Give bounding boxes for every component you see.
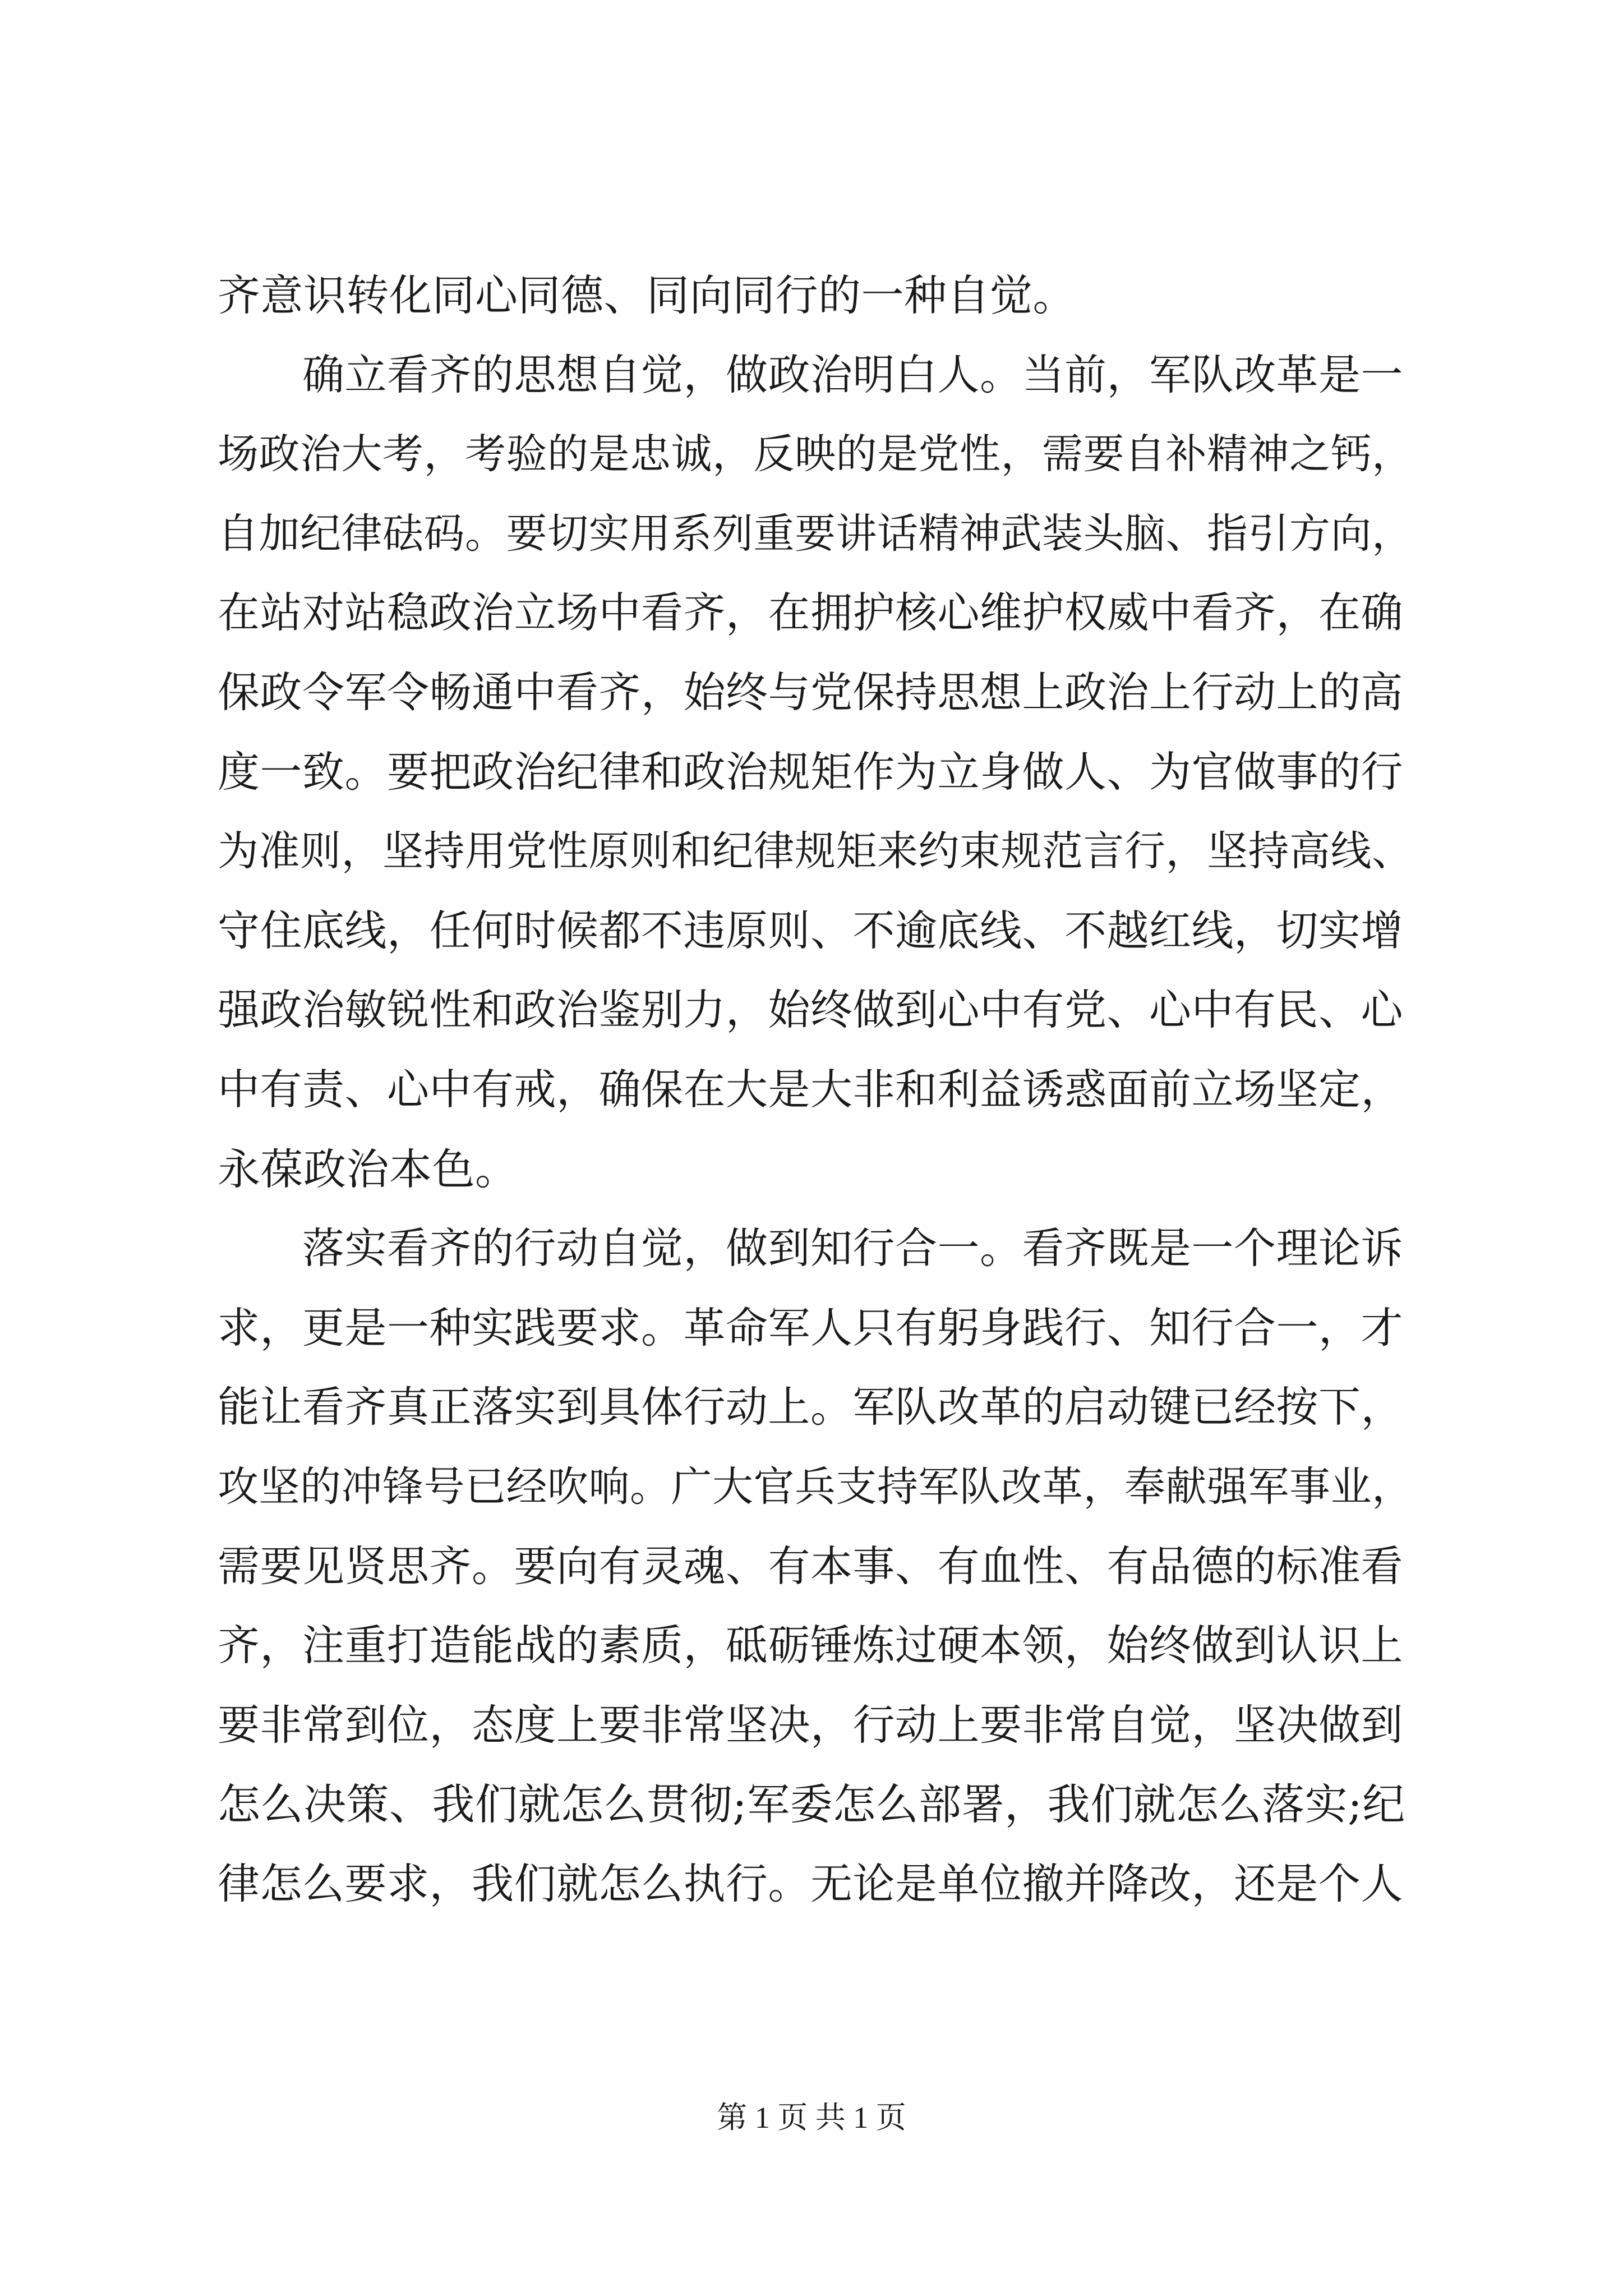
text-line: 能让看齐真正落实到具体行动上。军队改革的启动键已经按下， [218, 1382, 1404, 1432]
text-line: 需要见贤思齐。要向有灵魂、有本事、有血性、有品德的标准看 [218, 1541, 1404, 1591]
text-line: 为准则，坚持用党性原则和纪律规矩来约束规范言行，坚持高线、 [218, 827, 1413, 876]
text-line: 强政治敏锐性和政治鉴别力，始终做到心中有党、心中有民、心 [218, 985, 1404, 1035]
text-line: 怎么决策、我们就怎么贯彻;军委怎么部署，我们就怎么落实;纪 [218, 1779, 1405, 1830]
text-line: 在站对站稳政治立场中看齐，在拥护核心维护权威中看齐，在确 [218, 588, 1404, 638]
document-body [218, 256, 1418, 1924]
text-line: 攻坚的冲锋号已经吹响。广大官兵支持军队改革，奉献强军事业， [218, 1462, 1413, 1511]
text-line: 确立看齐的思想自觉，做政治明白人。当前，军队改革是一 [218, 349, 1404, 399]
text-line: 律怎么要求，我们就怎么执行。无论是单位撤并降改，还是个人 [218, 1858, 1404, 1908]
text-line: 中有责、心中有戒，确保在大是大非和利益诱惑面前立场坚定， [218, 1064, 1404, 1114]
text-line: 落实看齐的行动自觉，做到知行合一。看齐既是一个理论诉 [218, 1223, 1404, 1273]
text-line: 度一致。要把政治纪律和政治规矩作为立身做人、为官做事的行 [218, 747, 1404, 797]
text-line: 保政令军令畅通中看齐，始终与党保持思想上政治上行动上的高 [218, 667, 1404, 717]
text-line: 齐意识转化同心同德、同向同行的一种自觉。 [218, 270, 1076, 320]
text-line: 求，更是一种实践要求。革命军人只有躬身践行、知行合一，才 [218, 1303, 1404, 1352]
text-line: 自加纪律砝码。要切实用系列重要讲话精神武装头脑、指引方向， [218, 509, 1413, 558]
page-number-footer: 第 1 页 共 1 页 [717, 2101, 906, 2134]
text-line: 守住底线，任何时候都不违原则、不逾底线、不越红线，切实增 [218, 905, 1404, 955]
text-line: 永葆政治本色。 [218, 1144, 518, 1194]
text-line: 齐，注重打造能战的素质，砥砺锤炼过硬本领，始终做到认识上 [218, 1621, 1404, 1671]
text-line: 要非常到位，态度上要非常坚决，行动上要非常自觉，坚决做到 [218, 1700, 1404, 1750]
text-line: 场政治大考，考验的是忠诚，反映的是党性，需要自补精神之钙， [218, 430, 1413, 478]
